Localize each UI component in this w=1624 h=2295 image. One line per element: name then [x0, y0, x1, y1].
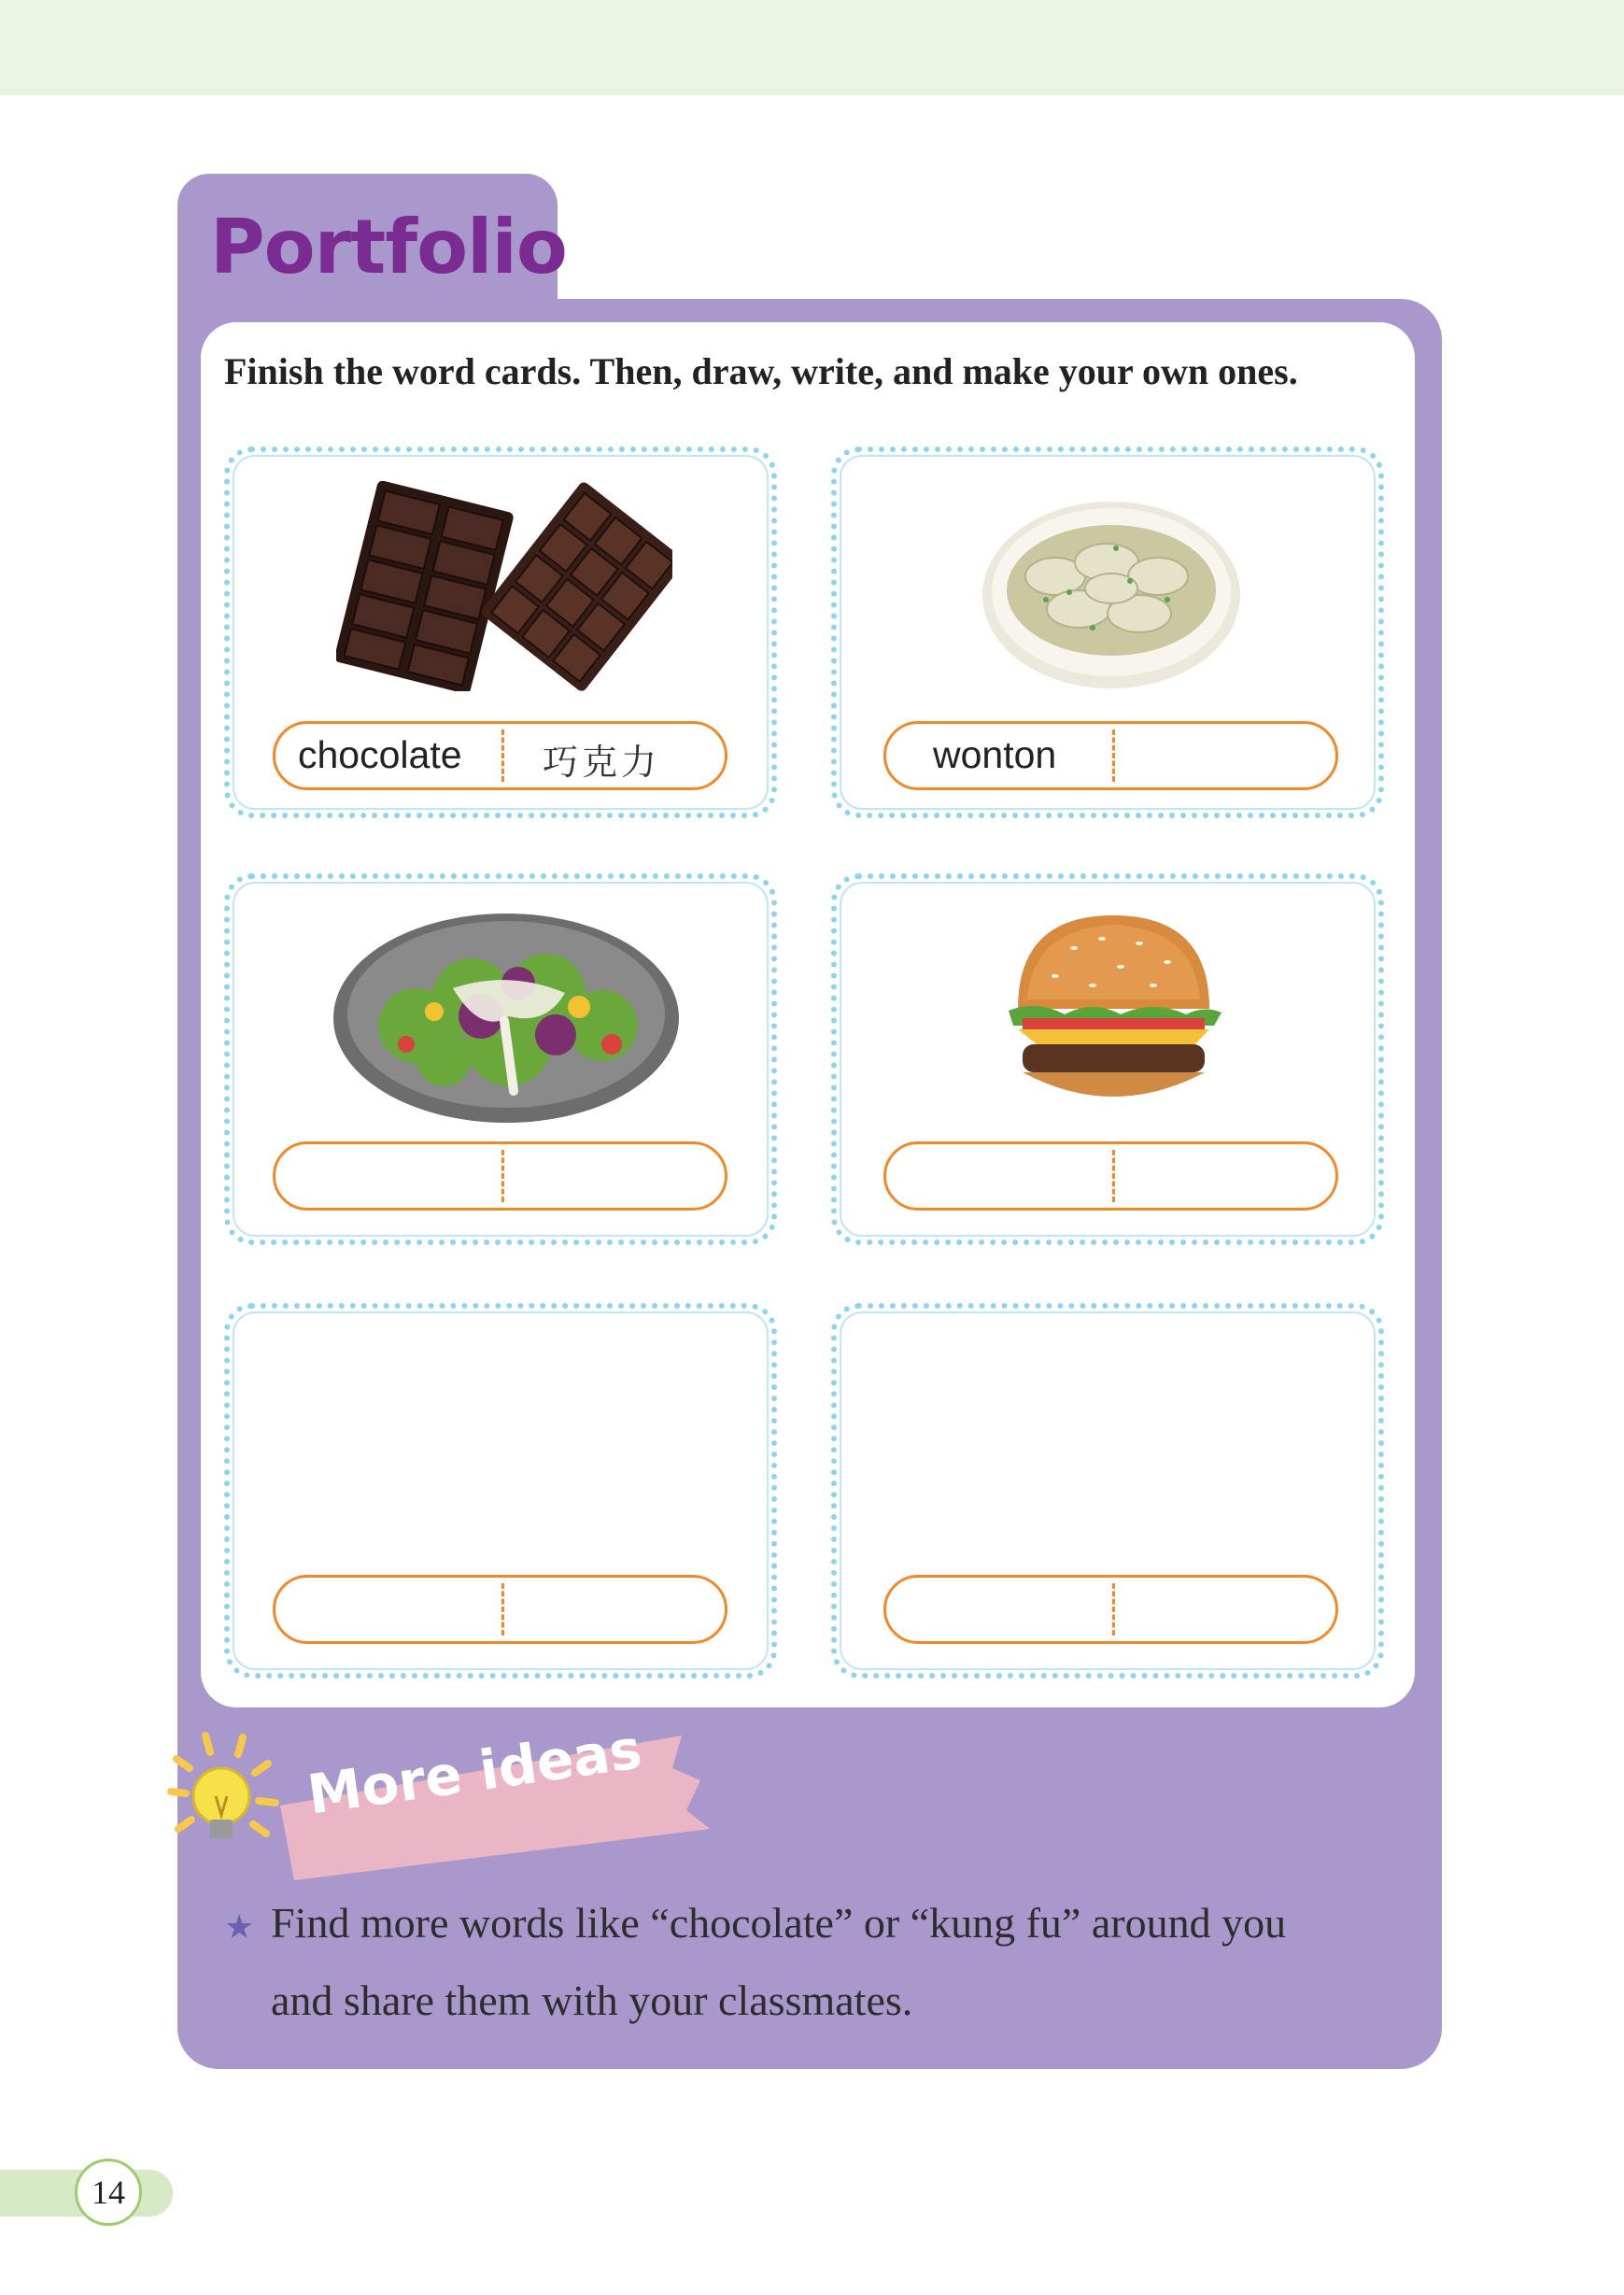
hamburger-image: [999, 906, 1228, 1121]
word-label-blank-1[interactable]: [273, 1575, 727, 1644]
label-divider: [1112, 1583, 1115, 1636]
instruction-text: Finish the word cards. Then, draw, write, and make your own ones.: [224, 350, 1298, 392]
page-title: Portfolio: [210, 204, 567, 290]
label-divider: [501, 730, 504, 782]
word-label-blank-2[interactable]: [883, 1575, 1338, 1644]
word-label-salad[interactable]: [273, 1141, 727, 1211]
page-number: 14: [75, 2159, 142, 2226]
top-band: [0, 0, 1624, 95]
english-word: wonton: [933, 733, 1057, 776]
english-word: chocolate: [298, 733, 462, 776]
label-divider: [501, 1150, 504, 1202]
star-icon: ★: [224, 1908, 255, 1947]
label-divider: [501, 1583, 504, 1636]
label-divider: [1112, 1150, 1115, 1202]
chinese-word: 巧克力: [543, 742, 661, 783]
more-ideas-line-1: Find more words like “chocolate” or “kung fu” around you: [271, 1899, 1287, 1947]
salad-image: [332, 904, 682, 1128]
more-ideas-line-2: and share them with your classmates.: [271, 1976, 913, 2024]
word-label-wonton[interactable]: [883, 721, 1338, 790]
lightbulb-icon: [171, 1735, 275, 1838]
wonton-image: [981, 488, 1242, 693]
word-label-hamburger[interactable]: [883, 1141, 1338, 1211]
word-label-chocolate[interactable]: [273, 721, 727, 790]
label-divider: [1112, 730, 1115, 782]
more-ideas-title: More ideas: [304, 1717, 646, 1827]
chocolate-image: [336, 481, 672, 691]
